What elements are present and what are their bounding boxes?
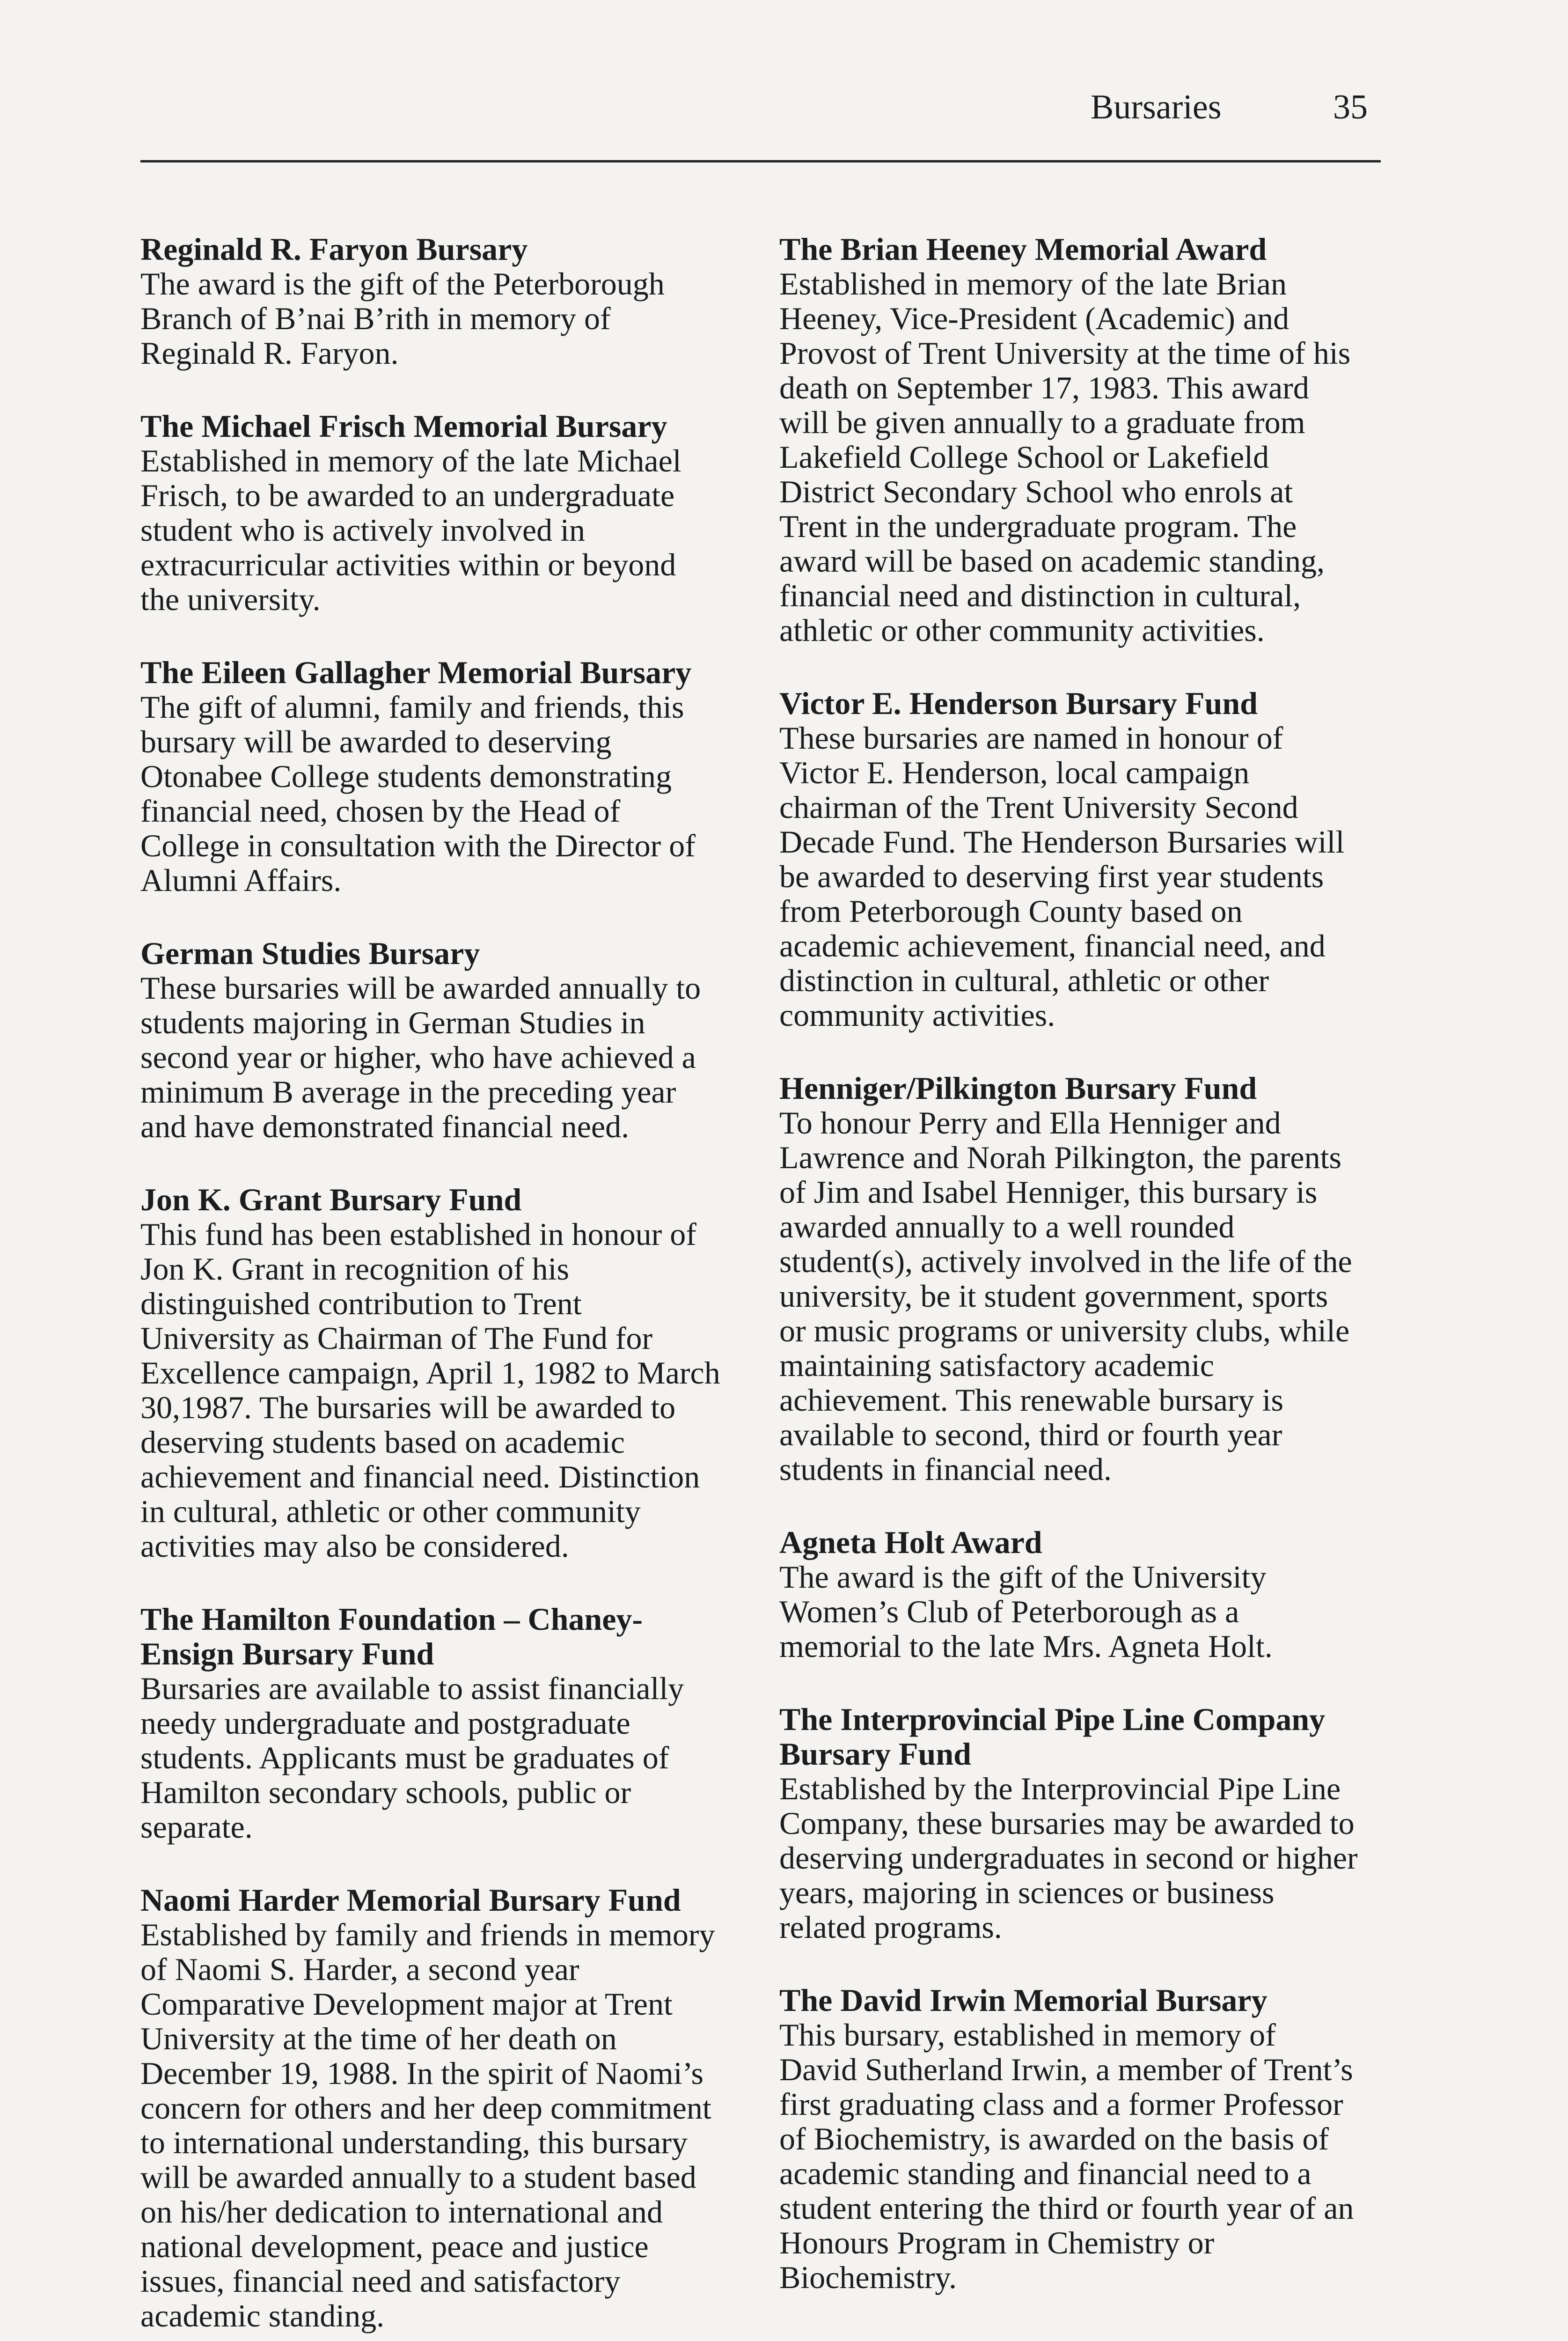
bursary-entry (140, 936, 721, 1144)
entry-title: The Interprovincial Pipe Line Company Bursary Fund (779, 1701, 1326, 1772)
bursary-entry (779, 1983, 1360, 2295)
bursary-entry (140, 655, 721, 898)
bursary-entry (779, 686, 1360, 1032)
entry-title: The Michael Frisch Memorial Bursary (140, 408, 667, 444)
entry-body: Established in memory of the late Brian Heeney, Vice-President (Academic) and Provost of Trent University at the time of his death on September 17, 1983. This award will be given annually to a graduate from Lakefield College School or Lakefield District Secondary School who enrols at Trent in the undergraduate program. The award will be based on academic standing, financial need and distinction in cultural, athletic or other community activities. (779, 266, 1351, 648)
entry-title: Agneta Holt Award (779, 1524, 1042, 1560)
entry-title: The Hamilton Foundation – Chaney-Ensign Bursary Fund (140, 1601, 643, 1671)
entry-title: Jon K. Grant Bursary Fund (140, 1182, 522, 1217)
entry-body: Established by the Interprovincial Pipe Line Company, these bursaries may be awarded to deserving undergraduates in second or higher years, majoring in sciences or business related programs. (779, 1771, 1358, 1945)
entry-title: The Eileen Gallagher Memorial Bursary (140, 655, 692, 690)
bursary-entry (140, 1883, 721, 2333)
bursary-entry (140, 409, 721, 617)
bursary-entry (779, 232, 1360, 648)
entry-title: Victor E. Henderson Bursary Fund (779, 685, 1258, 721)
page-number: 35 (1333, 88, 1368, 126)
entry-body: These bursaries are named in honour of Victor E. Henderson, local campaign chairman of the Trent University Second Decade Fund. The Henderson Bursaries will be awarded to deserving first year students from Peterborough County based on academic achievement, financial need, and distinction in cultural, athletic or other community activities. (779, 720, 1345, 1033)
entry-body: The gift of alumni, family and friends, this bursary will be awarded to deserving Otonabee College students demonstrating financial need, chosen by the Head of College in consultation with the Director of Alumni Affairs. (140, 689, 696, 898)
entry-title: German Studies Bursary (140, 935, 480, 971)
bursary-entry (779, 1702, 1360, 1944)
bursary-entry (140, 1182, 721, 1563)
entry-title: The David Irwin Memorial Bursary (779, 1982, 1268, 2018)
left-column (140, 232, 721, 2341)
header-rule (140, 160, 1381, 162)
entry-body: Bursaries are available to assist financially needy undergraduate and postgraduate students. Applicants must be graduates of Hamilton secondary schools, public or separate. (140, 1671, 684, 1845)
entry-title: Naomi Harder Memorial Bursary Fund (140, 1882, 681, 1918)
running-header-title: Bursaries (1091, 88, 1222, 126)
entry-title: Reginald R. Faryon Bursary (140, 231, 528, 267)
right-column (779, 232, 1360, 2333)
entry-body: Established by family and friends in memory of Naomi S. Harder, a second year Comparative Development major at Trent University at the time of her death on December 19, 1988. In the spirit of Naomi’s concern for others and her deep commitment to international understanding, this bursary will be awarded annually to a student based on his/her dedication to international and national development, peace and justice issues, financial need and satisfactory academic standing. (140, 1917, 715, 2334)
entry-body: These bursaries will be awarded annually to students majoring in German Studies in second year or higher, who have achieved a minimum B average in the preceding year and have demonstrated financial need. (140, 970, 701, 1144)
entry-body: The award is the gift of the Peterborough Branch of B’nai B’rith in memory of Reginald R. Faryon. (140, 266, 665, 371)
entry-title: Henniger/Pilkington Bursary Fund (779, 1070, 1257, 1106)
entry-body: Established in memory of the late Michael Frisch, to be awarded to an undergraduate student who is actively involved in extracurricular activities within or beyond the university. (140, 443, 681, 617)
entry-body: This bursary, established in memory of David Sutherland Irwin, a member of Trent’s first graduating class and a former Professor of Biochemistry, is awarded on the basis of academic standing and financial need to a student entering the third or fourth year of an Honours Program in Chemistry or Biochemistry. (779, 2017, 1354, 2295)
bursary-entry (779, 1525, 1360, 1664)
bursary-entry (140, 1602, 721, 1844)
bursary-entry (140, 232, 721, 370)
entry-body: To honour Perry and Ella Henniger and Lawrence and Norah Pilkington, the parents of Jim and Isabel Henniger, this bursary is awarded annually to a well rounded student(s), actively involved in the life of the university, be it student government, sports or music programs or university clubs, while maintaining satisfactory academic achievement. This renewable bursary is available to second, third or fourth year students in financial need. (779, 1105, 1352, 1487)
entry-body: The award is the gift of the University Women’s Club of Peterborough as a memorial to the late Mrs. Agneta Holt. (779, 1559, 1273, 1664)
entry-title: The Brian Heeney Memorial Award (779, 231, 1267, 267)
entry-body: This fund has been established in honour of Jon K. Grant in recognition of his distinguished contribution to Trent University as Chairman of The Fund for Excellence campaign, April 1, 1982 to March 30,1987. The bursaries will be awarded to deserving students based on academic achievement and financial need. Distinction in cultural, athletic or other community activities may also be considered. (140, 1216, 720, 1564)
bursary-entry (779, 1071, 1360, 1487)
